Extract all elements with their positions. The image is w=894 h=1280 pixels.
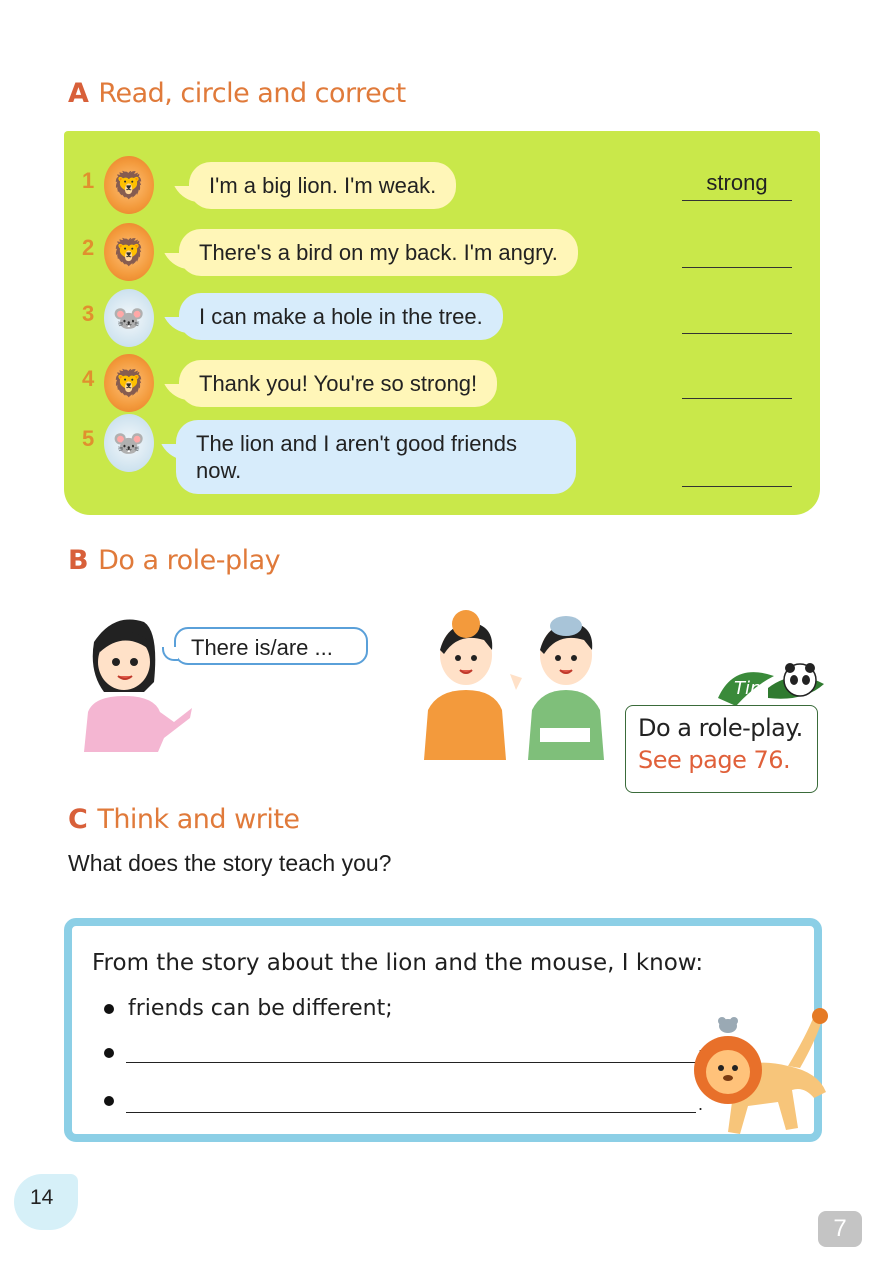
section-c-heading (68, 804, 300, 835)
exercise-row (64, 223, 820, 283)
answer-blank[interactable] (126, 1042, 696, 1063)
speech-bubble: I can make a hole in the tree. (179, 293, 503, 340)
speech-bubble: I'm a big lion. I'm weak. (189, 162, 456, 209)
tip-box (625, 705, 818, 793)
bullet-icon (104, 1096, 114, 1106)
answer-field[interactable] (682, 237, 792, 268)
row-number: 3 (82, 301, 95, 326)
row-number: 4 (82, 366, 95, 391)
speech-bubble: There's a bird on my back. I'm angry. (179, 229, 578, 276)
answer-field[interactable] (682, 303, 792, 334)
page-number: 14 (30, 1186, 54, 1209)
mouse-avatar-icon: 🐭 (104, 289, 154, 347)
exercise-row (64, 156, 820, 216)
section-title: Think and write (97, 804, 300, 835)
section-b-heading (68, 545, 280, 576)
boys-illustration (418, 610, 614, 760)
speech-bubble: There is/are ... (174, 627, 368, 665)
row-number: 2 (82, 235, 95, 260)
section-title: Read, circle and correct (98, 78, 406, 109)
speech-bubble (176, 420, 576, 494)
tip-badge (714, 658, 828, 708)
mouse-avatar-icon: 🐭 (104, 414, 154, 472)
bullet-text: friends can be different; (128, 996, 393, 1021)
exercise-row (64, 354, 820, 414)
bullet-item (104, 1040, 128, 1065)
speech-bubble: Thank you! You're so strong! (179, 360, 497, 407)
section-a-heading (68, 78, 406, 109)
section-title: Do a role-play (98, 545, 281, 576)
question-text: What does the story teach you? (68, 850, 392, 876)
tip-link[interactable]: See page 76. (638, 746, 791, 774)
exercise-panel (64, 131, 820, 515)
bullet-icon (104, 1048, 114, 1058)
section-letter: B (68, 545, 89, 576)
bullet-item (104, 996, 393, 1021)
answer-field[interactable]: strong (682, 170, 792, 201)
running-lion-illustration (688, 1006, 834, 1142)
row-number: 1 (82, 168, 95, 193)
section-letter: A (68, 78, 89, 109)
bullet-icon (104, 1004, 114, 1014)
bubble-line: now. (196, 458, 242, 483)
answer-blank[interactable] (126, 1092, 696, 1113)
row-number: 5 (82, 426, 95, 451)
answer-field[interactable] (682, 368, 792, 399)
answer-field[interactable] (682, 456, 792, 487)
lion-avatar-icon: 🦁 (104, 354, 154, 412)
tip-label: Tip (734, 678, 762, 699)
section-letter: C (68, 804, 88, 835)
writing-intro: From the story about the lion and the mouse, I know: (92, 950, 704, 976)
line-punctuation: . (698, 1094, 704, 1114)
tip-line: Do a role-play. (638, 714, 803, 742)
exercise-row (64, 414, 820, 494)
bubble-line: The lion and I aren't good friends (196, 431, 517, 456)
lion-avatar-icon: 🦁 (104, 156, 154, 214)
lion-avatar-icon: 🦁 (104, 223, 154, 281)
image-counter-badge[interactable]: 7 (818, 1211, 862, 1247)
exercise-row (64, 289, 820, 349)
bullet-item (104, 1088, 128, 1113)
